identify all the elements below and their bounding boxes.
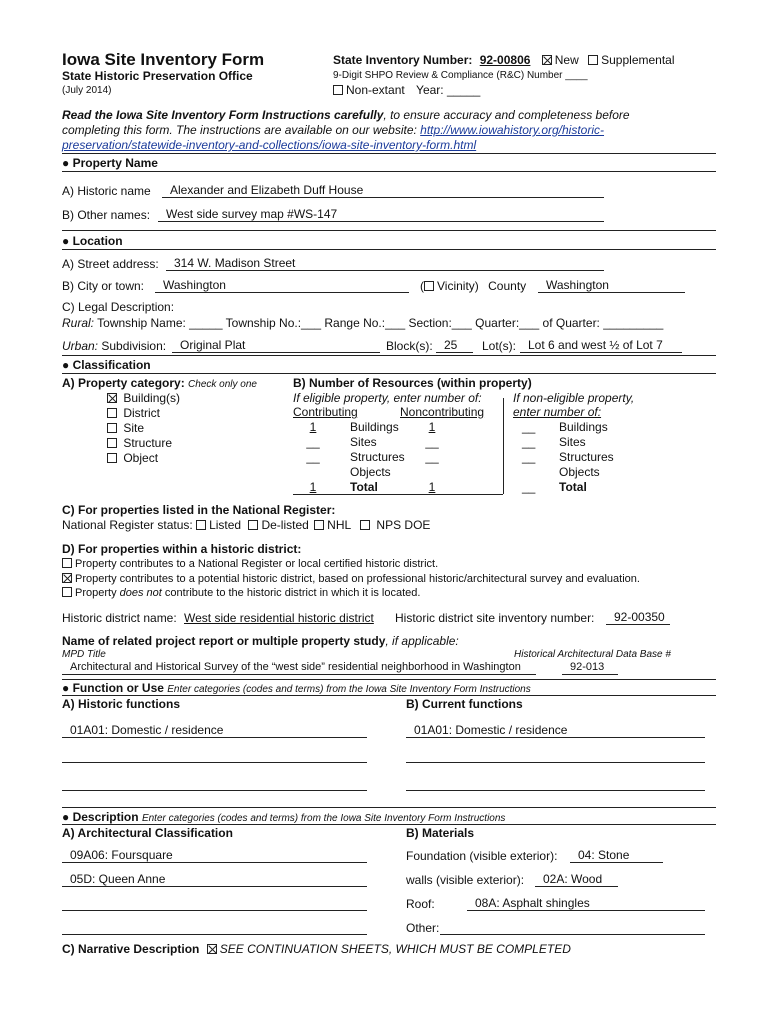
delisted-checkbox[interactable]: De-listed	[248, 518, 308, 532]
form-title: Iowa Site Inventory Form	[62, 50, 265, 69]
listed-checkbox[interactable]: Listed	[196, 518, 241, 532]
nhl-checkbox[interactable]: NHL	[314, 518, 351, 532]
nonextant-row: Non-extant Year: _____	[333, 83, 480, 97]
urban-row: Urban: Subdivision:	[62, 339, 167, 353]
category-structure[interactable]: Structure	[107, 436, 180, 451]
historic-name-label: A) Historic name	[62, 184, 151, 198]
district-site-label: Historic district site inventory number:	[395, 611, 595, 625]
other-names-label: B) Other names:	[62, 208, 151, 222]
national-register-heading: C) For properties listed in the National Register:	[62, 503, 336, 517]
resource-rows-eligible: Buildings Sites Structures Objects Total	[350, 420, 405, 494]
arch-class-1[interactable]: 09A06: Foursquare	[62, 849, 367, 863]
instructions-line1: Read the Iowa Site Inventory Form Instructions carefully, to ensure accuracy and completeness before	[62, 108, 630, 122]
classification-section-header: ● Classification	[62, 358, 151, 372]
contrib-column[interactable]: 1 __ __ 1	[306, 420, 320, 494]
walls-label: walls (visible exterior):	[406, 873, 525, 887]
nps-checkbox[interactable]: NPS DOE	[360, 518, 430, 532]
district-name-field[interactable]: West side residential historic district	[184, 611, 374, 625]
district-name-label: Historic district name:	[62, 611, 177, 625]
property-category-label: A) Property category: Check only one	[62, 376, 257, 390]
contributing-header: Contributing	[293, 405, 358, 419]
new-checkbox[interactable]	[542, 55, 552, 65]
narrative-row: C) Narrative Description SEE CONTINUATION SHEETS, WHICH MUST BE COMPLETED	[62, 942, 571, 956]
current-functions-label: B) Current functions	[406, 697, 523, 711]
district-option-3[interactable]: Property does not contribute to the historic district in which it is located.	[62, 587, 420, 599]
category-object[interactable]: Object	[107, 451, 180, 466]
district-heading: D) For properties within a historic district:	[62, 542, 302, 556]
noneligible-hint: If non-eligible property,	[513, 391, 635, 405]
other-materials-field[interactable]	[440, 921, 705, 935]
shpo-number[interactable]: 9-Digit SHPO Review & Compliance (R&C) Number ____	[333, 70, 588, 81]
lots-field[interactable]: Lot 6 and west ½ of Lot 7	[520, 339, 682, 353]
foundation-label: Foundation (visible exterior):	[406, 849, 558, 863]
instructions-link-cont[interactable]: preservation/statewide-inventory-and-collections/iowa-site-inventory-form.html	[62, 138, 477, 152]
arch-class-4[interactable]	[62, 921, 367, 935]
current-function-3[interactable]	[406, 777, 705, 791]
state-inventory-row: State Inventory Number: 92-00806 New Supplemental	[333, 53, 675, 67]
foundation-field[interactable]: 04: Stone	[570, 849, 663, 863]
vicinity-checkbox[interactable]	[424, 281, 434, 291]
function-section-header: ● Function or Use Enter categories (codes and terms) from the Iowa Site Inventory Form Instructions	[62, 681, 531, 695]
noneligible-column[interactable]: __ __ __ __	[522, 420, 536, 494]
instructions-link[interactable]: http://www.iowahistory.org/historic-	[420, 123, 605, 137]
arch-class-3[interactable]	[62, 897, 367, 911]
resource-rows-noneligible: Buildings Sites Structures Objects Total	[559, 420, 614, 494]
blocks-label: Block(s):	[386, 339, 433, 353]
walls-field[interactable]: 02A: Wood	[535, 873, 618, 887]
other-names-field[interactable]: West side survey map #WS-147	[158, 208, 604, 222]
roof-field[interactable]: 08A: Asphalt shingles	[467, 897, 705, 911]
location-section-header: ● Location	[62, 234, 123, 248]
historic-function-3[interactable]	[62, 777, 367, 791]
instructions-line2: completing this form. The instructions are available on our website: http://www.iowahistory.org/historic-	[62, 123, 605, 137]
noncontributing-header: Noncontributing	[400, 405, 485, 419]
other-materials-label: Other:	[406, 921, 440, 935]
historic-name-field[interactable]: Alexander and Elizabeth Duff House	[162, 184, 604, 198]
category-list	[107, 391, 180, 466]
related-study-heading: Name of related project report or multiple property study, if applicable:	[62, 634, 459, 648]
mpd-title-label: MPD Title	[62, 649, 106, 660]
blocks-field[interactable]: 25	[436, 339, 473, 353]
db-number-label: Historical Architectural Data Base #	[514, 649, 671, 660]
property-section-header: ● Property Name	[62, 156, 158, 170]
national-register-status: National Register status: Listed De-listed NHL NPS DOE	[62, 518, 431, 532]
lots-label: Lot(s):	[482, 339, 517, 353]
state-inventory-number[interactable]: 92-00806	[479, 53, 531, 67]
year-field[interactable]: Year: _____	[416, 83, 481, 97]
office-name: State Historic Preservation Office	[62, 69, 253, 83]
historic-function-2[interactable]	[62, 749, 367, 763]
historic-function-1[interactable]: 01A01: Domestic / residence	[62, 724, 367, 738]
description-section-header: ● Description Enter categories (codes and terms) from the Iowa Site Inventory Form Instructions	[62, 810, 506, 824]
rural-row[interactable]: Rural: Township Name: _____ Township No.:___ Range No.:___ Section:___ Quarter:___ of Quarter: _________	[62, 316, 664, 330]
resources-heading: B) Number of Resources (within property)	[293, 376, 532, 390]
subdivision-field[interactable]: Original Plat	[172, 339, 380, 353]
eligible-hint: If eligible property, enter number of:	[293, 391, 482, 405]
category-site[interactable]: Site	[107, 421, 180, 436]
noncontrib-column[interactable]: 1 __ __ 1	[425, 420, 439, 494]
category-district[interactable]: District	[107, 406, 180, 421]
legal-description-label: C) Legal Description:	[62, 300, 175, 314]
roof-label: Roof:	[406, 897, 435, 911]
db-number-field[interactable]: 92-013	[562, 661, 618, 675]
mpd-title-field[interactable]: Architectural and Historical Survey of the “west side” residential neighborhood in Washington	[62, 661, 536, 675]
historic-functions-label: A) Historic functions	[62, 697, 181, 711]
district-option-2[interactable]: Property contributes to a potential historic district, based on professional historic/architectural survey and evaluation.	[62, 573, 640, 585]
nonextant-checkbox[interactable]	[333, 85, 343, 95]
street-field[interactable]: 314 W. Madison Street	[166, 257, 604, 271]
form-date: (July 2014)	[62, 85, 112, 96]
street-label: A) Street address:	[62, 257, 159, 271]
county-field[interactable]: Washington	[538, 279, 685, 293]
noneligible-hint2: enter number of:	[513, 405, 602, 419]
narrative-checkbox[interactable]	[207, 944, 217, 954]
vicinity-row: ( Vicinity) County	[420, 279, 527, 293]
district-site-field[interactable]: 92-00350	[606, 611, 670, 625]
city-field[interactable]: Washington	[155, 279, 409, 293]
current-function-2[interactable]	[406, 749, 705, 763]
supplemental-checkbox[interactable]	[588, 55, 598, 65]
category-building[interactable]: Building(s)	[107, 391, 180, 406]
current-function-1[interactable]: 01A01: Domestic / residence	[406, 724, 705, 738]
arch-classification-label: A) Architectural Classification	[62, 826, 233, 840]
arch-class-2[interactable]: 05D: Queen Anne	[62, 873, 367, 887]
materials-label: B) Materials	[406, 826, 475, 840]
city-label: B) City or town:	[62, 279, 145, 293]
district-option-1[interactable]: Property contributes to a National Register or local certified historic district.	[62, 558, 438, 570]
